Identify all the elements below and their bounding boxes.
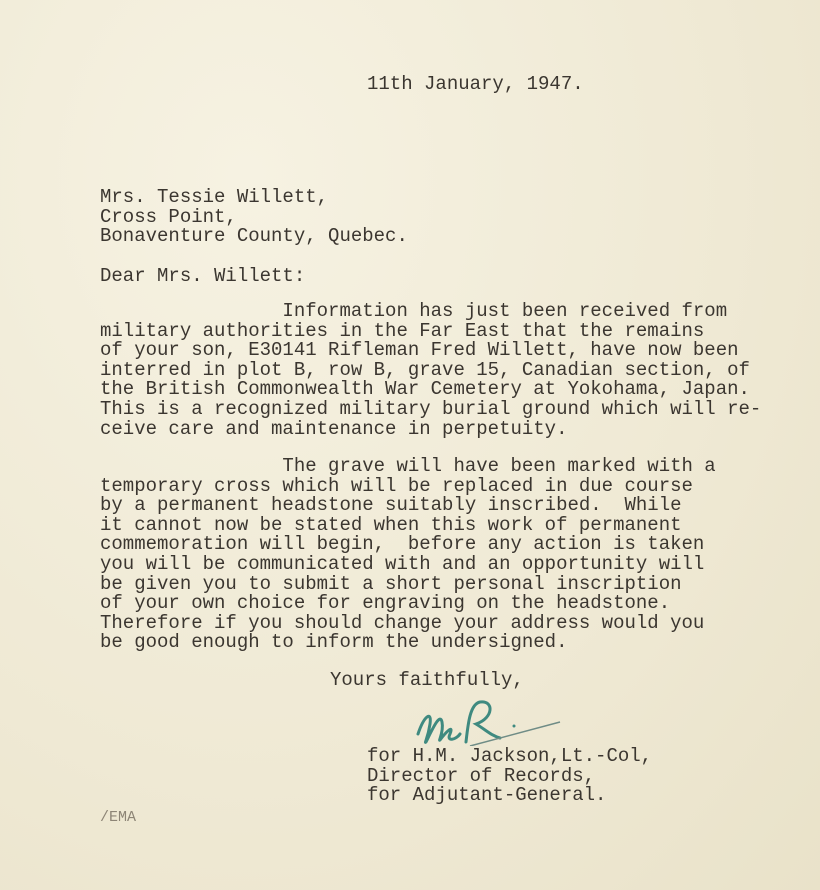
text-line: be good enough to inform the undersigned.: [100, 631, 568, 654]
closing: Yours faithfully,: [330, 669, 524, 691]
address-line: Mrs. Tessie Willett,: [100, 186, 329, 208]
text-line: by a permanent headstone suitably inscribed. While: [100, 494, 682, 517]
signatory-line: Director of Records,: [367, 764, 596, 787]
text-line: the British Commonwealth War Cemetery at Yokohama, Japan.: [100, 378, 750, 401]
text-line: commemoration will begin, before any action is taken: [100, 533, 705, 556]
text-line: temporary cross which will be replaced in due course: [100, 474, 693, 497]
text-line: The grave will have been marked with a: [100, 455, 716, 477]
text-line: military authorities in the Far East that the remains: [100, 319, 705, 342]
text-line: interred in plot B, row B, grave 15, Canadian section, of: [100, 358, 750, 381]
recipient-address: [100, 188, 408, 247]
signatory-line: for H.M. Jackson,Lt.-Col,: [367, 745, 653, 767]
salutation: Dear Mrs. Willett:: [100, 265, 306, 287]
letter-date: 11th January, 1947.: [367, 73, 584, 95]
typist-reference: /EMA: [100, 809, 137, 826]
text-line: Therefore if you should change your address would you: [100, 611, 705, 634]
address-line: Bonaventure County, Quebec.: [100, 225, 408, 248]
address-line: Cross Point,: [100, 205, 237, 228]
text-line: of your own choice for engraving on the headstone.: [100, 592, 671, 615]
signatory-line: for Adjutant-General.: [367, 784, 607, 807]
paragraph-1: [100, 302, 761, 439]
text-line: be given you to submit a short personal inscription: [100, 572, 682, 595]
handwritten-signature: [410, 694, 570, 746]
signature-block: [367, 747, 652, 806]
text-line: of your son, E30141 Rifleman Fred Willett, have now been: [100, 339, 739, 362]
text-line: ceive care and maintenance in perpetuity.: [100, 417, 568, 440]
text-line: you will be communicated with and an opportunity will: [100, 552, 705, 575]
paragraph-2: [100, 457, 716, 653]
text-line: Information has just been received from: [100, 300, 728, 322]
text-line: it cannot now be stated when this work of permanent: [100, 513, 682, 536]
text-line: This is a recognized military burial ground which will re-: [100, 397, 762, 420]
